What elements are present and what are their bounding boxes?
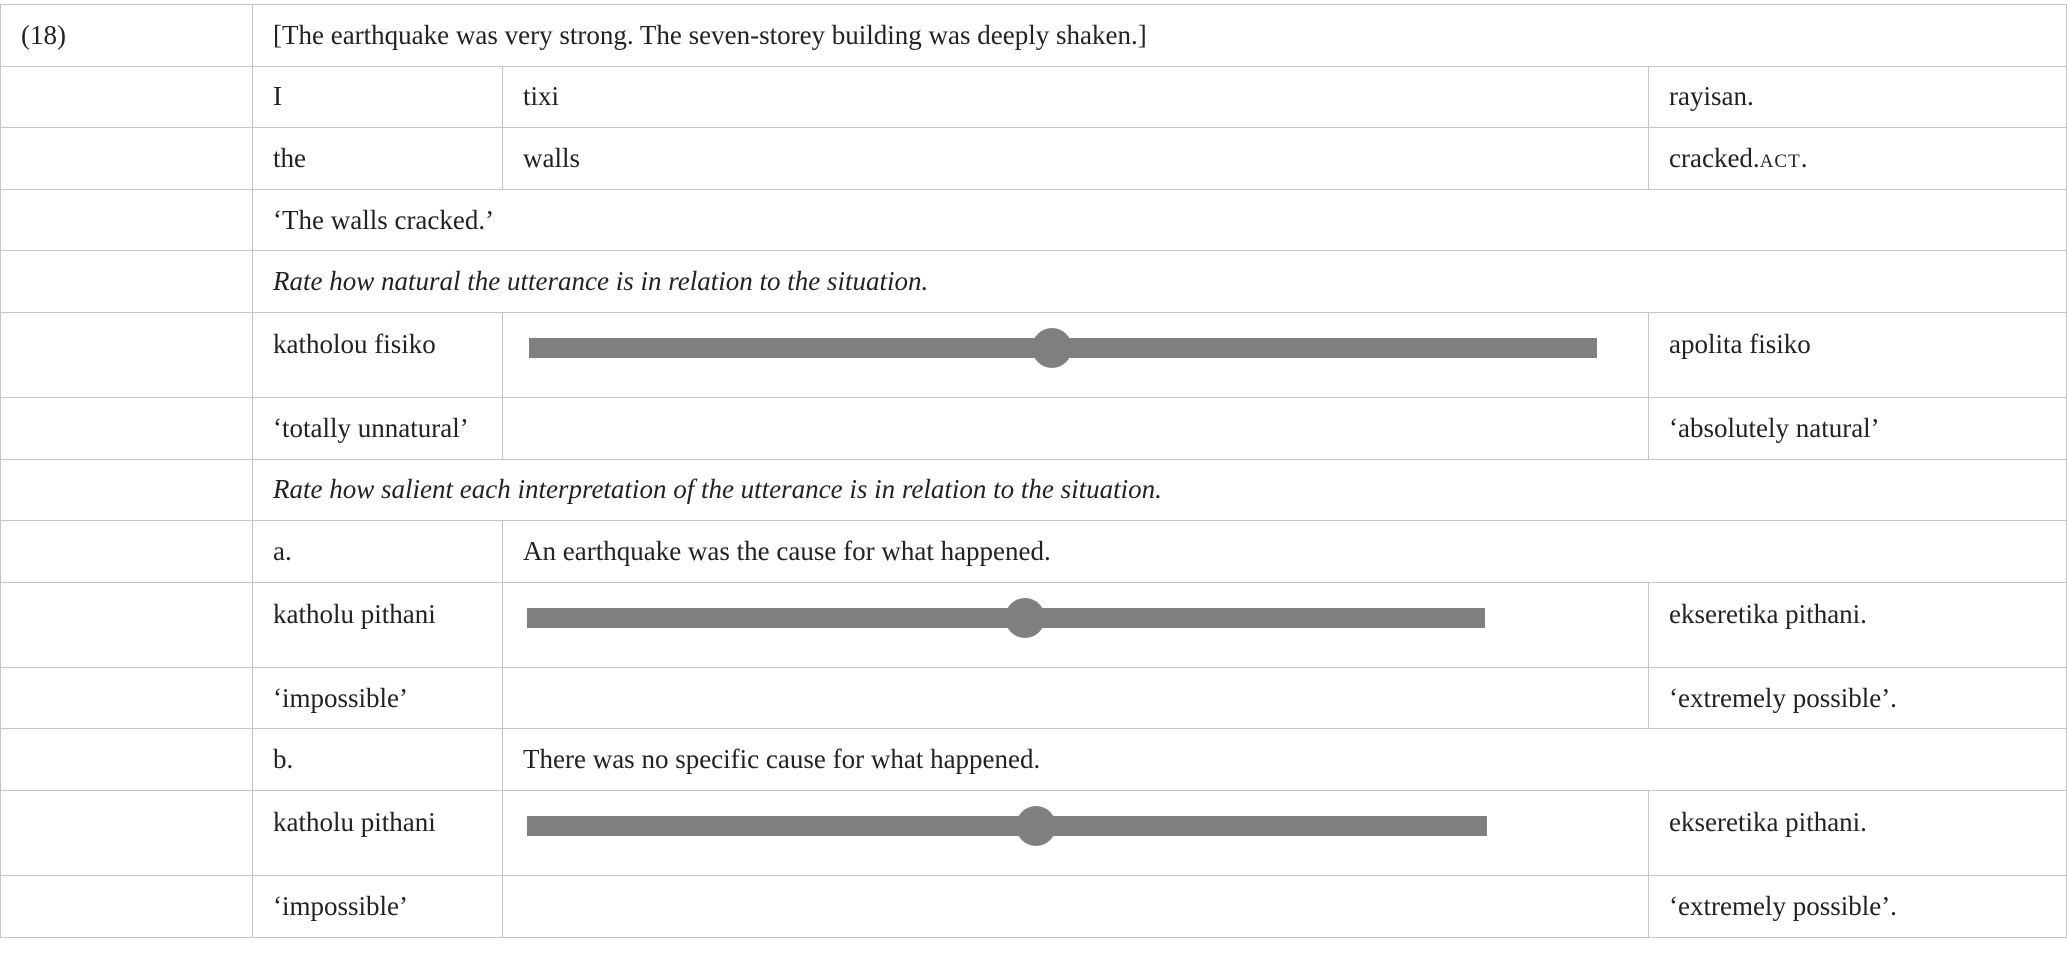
gloss-stem: cracked.	[1669, 142, 1760, 173]
slider-max-gloss: ‘extremely possible’.	[1649, 667, 2067, 729]
gloss-word: tixi	[503, 66, 1649, 128]
table-row	[1, 459, 2067, 521]
gloss-punctuation: .	[1800, 142, 1808, 173]
gloss-word: I	[253, 66, 503, 128]
slider-thumb[interactable]	[1016, 806, 1056, 846]
slider-thumb[interactable]	[1032, 328, 1072, 368]
salience-prompt: Rate how salient each interpretation of the utterance is in relation to the situation.	[253, 459, 2067, 521]
table-row	[1, 5, 2067, 67]
slider-max-label: ekseretika pithani.	[1649, 582, 2067, 667]
slider-min-gloss: ‘impossible’	[253, 667, 503, 729]
example-number: (18)	[1, 5, 253, 67]
naturalness-slider-row	[1, 312, 2067, 397]
context-text: [The earthquake was very strong. The seven-storey building was deeply shaken.]	[253, 5, 2067, 67]
table-row	[1, 251, 2067, 313]
slider-min-label: katholu pithani	[253, 582, 503, 667]
interpretation-text: There was no specific cause for what happened.	[503, 729, 2067, 791]
salience-b-slider-row	[1, 790, 2067, 875]
salience-a-slider[interactable]	[503, 583, 1648, 667]
slider-thumb[interactable]	[1005, 598, 1045, 638]
interpretation-text: An earthquake was the cause for what happened.	[503, 521, 2067, 583]
example-table	[0, 4, 2067, 938]
slider-track[interactable]	[527, 816, 1487, 836]
table-row	[1, 667, 2067, 729]
slider-max-label: apolita fisiko	[1649, 312, 2067, 397]
interpretation-a-row	[1, 521, 2067, 583]
table-row	[1, 189, 2067, 251]
interpretation-letter: b.	[253, 729, 503, 791]
salience-a-slider-row	[1, 582, 2067, 667]
naturalness-slider[interactable]	[503, 313, 1648, 397]
free-translation: ‘The walls cracked.’	[253, 189, 2067, 251]
slider-min-label: katholou fisiko	[253, 312, 503, 397]
table-row	[1, 397, 2067, 459]
gloss-word	[1649, 128, 2067, 190]
gloss-row-translation	[1, 128, 2067, 190]
slider-min-label: katholu pithani	[253, 790, 503, 875]
salience-b-slider[interactable]	[503, 791, 1648, 875]
interpretation-letter: a.	[253, 521, 503, 583]
gloss-row-source	[1, 66, 2067, 128]
slider-max-gloss: ‘extremely possible’.	[1649, 875, 2067, 937]
naturalness-prompt: Rate how natural the utterance is in relation to the situation.	[253, 251, 2067, 313]
interpretation-b-row	[1, 729, 2067, 791]
slider-min-gloss: ‘totally unnatural’	[253, 397, 503, 459]
gloss-word: walls	[503, 128, 1649, 190]
table-row	[1, 875, 2067, 937]
gloss-abbreviation: act	[1759, 142, 1801, 173]
gloss-word: rayisan.	[1649, 66, 2067, 128]
slider-max-label: ekseretika pithani.	[1649, 790, 2067, 875]
slider-min-gloss: ‘impossible’	[253, 875, 503, 937]
gloss-word: the	[253, 128, 503, 190]
slider-max-gloss: ‘absolutely natural’	[1649, 397, 2067, 459]
